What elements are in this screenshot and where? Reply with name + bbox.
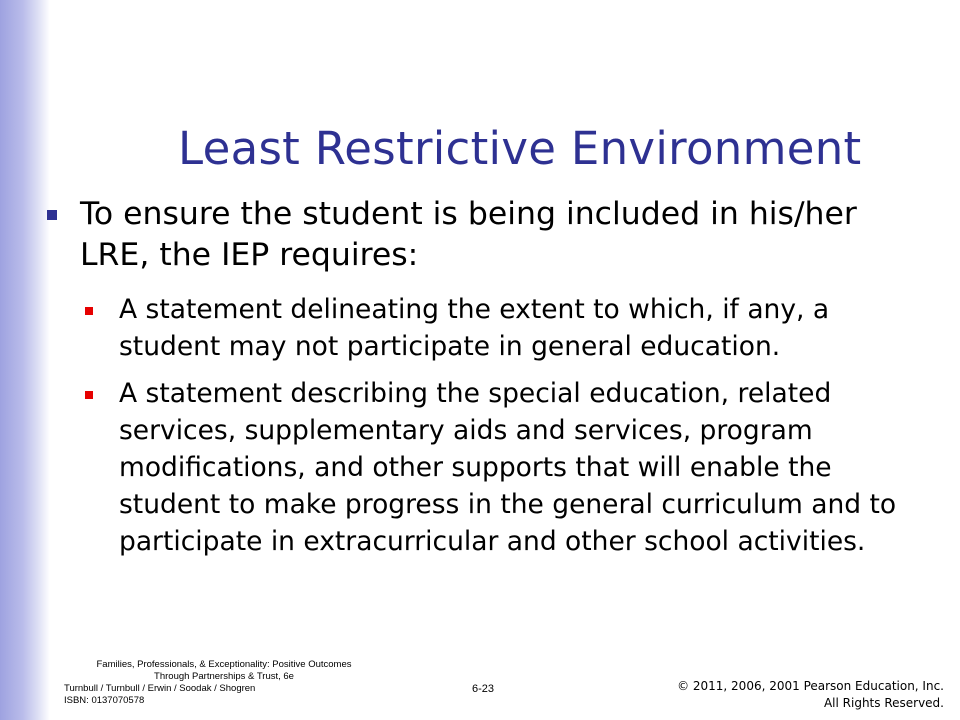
level2-bullet-square-icon	[85, 391, 93, 399]
bullet-level1-text: To ensure the student is being included in his/her LRE, the IEP requires:	[80, 196, 857, 273]
footer-book-title-line2: Through Partnerships & Trust, 6e	[154, 671, 294, 682]
bullet-level2-text-2: A statement describing the special education, related services, supplementary aids and services, program modifications, and other supports that will enable the student to make progress in the general curriculum and to participate in extracurricular and other school activities.	[119, 378, 897, 557]
footer-page-number: 6-23	[472, 683, 495, 695]
footer-book-info	[64, 659, 384, 707]
footer-authors: Turnbull / Turnbull / Erwin / Soodak / Shogren	[64, 683, 256, 694]
level1-bullet-square-icon	[47, 210, 57, 220]
footer-copyright-line1: © 2011, 2006, 2001 Pearson Education, Inc.	[677, 679, 944, 693]
slide-title: Least Restrictive Environment	[178, 122, 862, 175]
footer-copyright	[677, 678, 944, 712]
level2-bullet-square-icon	[85, 307, 93, 315]
footer-copyright-line2: All Rights Reserved.	[823, 696, 944, 710]
footer-book-title-line1: Families, Professionals, & Exceptionality: Positive Outcomes	[96, 659, 352, 670]
footer-isbn: ISBN: 0137070578	[64, 695, 145, 706]
decorative-side-bar	[0, 0, 50, 720]
bullet-level2-text-1: A statement delineating the extent to which, if any, a student may not participate in general education.	[119, 294, 830, 362]
